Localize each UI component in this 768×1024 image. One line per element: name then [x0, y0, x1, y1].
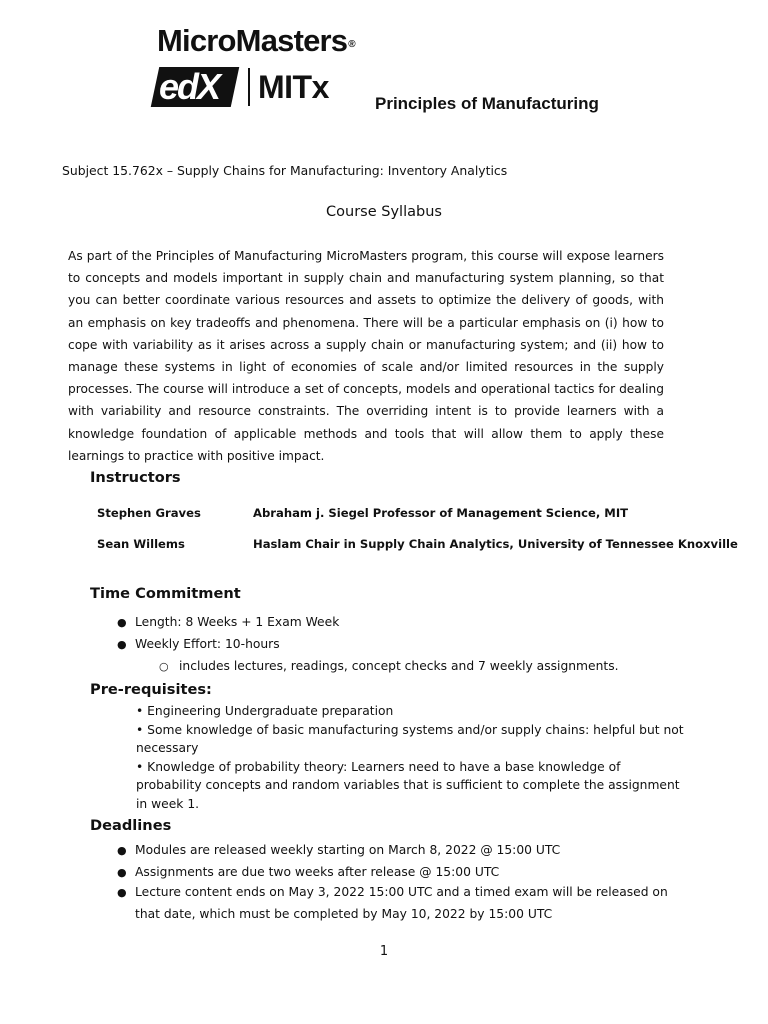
list-item [117, 885, 668, 899]
registered-mark: ® [348, 39, 355, 50]
subject-line: Subject 15.762x – Supply Chains for Manufacturing: Inventory Analytics [62, 163, 508, 178]
deadline-text: Lecture content ends on May 3, 2022 15:00 UTC and a timed exam will be released on [135, 885, 668, 899]
circle-bullet-icon: ○ [159, 660, 169, 673]
time-commitment-list [117, 615, 677, 675]
edx-logo: edX [159, 66, 220, 107]
time-commitment-heading: Time Commitment [90, 585, 241, 602]
instructors-heading: Instructors [90, 469, 181, 486]
list-item: • Knowledge of probability theory: Learners need to have a base knowledge of probability concepts and random variables that is sufficient to complete the assignment in week 1. [136, 759, 680, 811]
bullet-icon: ● [117, 616, 127, 629]
list-item: • Some knowledge of basic manufacturing systems and/or supply chains: helpful but not necessary [136, 722, 684, 755]
mitx-logo: MITx [258, 69, 329, 105]
deadline-text: Assignments are due two weeks after release @ 15:00 UTC [135, 865, 500, 879]
instructor-name: Stephen Graves [97, 506, 201, 520]
instructor-name: Sean Willems [97, 537, 185, 551]
bullet-icon: ● [117, 866, 127, 879]
deadline-text: Modules are released weekly starting on March 8, 2022 @ 15:00 UTC [135, 843, 561, 857]
list-item [117, 865, 499, 879]
prerequisites-list [136, 702, 684, 813]
logo-divider [248, 68, 250, 106]
micromasters-logo-text: MicroMasters [157, 23, 348, 58]
bullet-icon: ● [117, 844, 127, 857]
list-item-continued [135, 907, 552, 921]
list-item [117, 615, 339, 629]
deadlines-list [117, 843, 677, 923]
list-item [117, 637, 280, 651]
syllabus-title: Course Syllabus [326, 204, 442, 220]
deadlines-heading: Deadlines [90, 817, 172, 834]
list-item [159, 659, 619, 673]
effort-detail-text: includes lectures, readings, concept checks and 7 weekly assignments. [179, 659, 619, 673]
instructor-title: Abraham j. Siegel Professor of Management Science, MIT [253, 506, 629, 520]
micromasters-logo [157, 24, 355, 58]
page-number: 1 [379, 944, 389, 959]
list-item: • Engineering Undergraduate preparation [136, 704, 394, 718]
bullet-icon: ● [117, 638, 127, 651]
prerequisites-heading: Pre-requisites: [90, 681, 212, 698]
deadline-text: that date, which must be completed by May 10, 2022 by 15:00 UTC [135, 907, 553, 921]
instructor-title: Haslam Chair in Supply Chain Analytics, University of Tennessee Knoxville [253, 537, 738, 551]
intro-paragraph: As part of the Principles of Manufacturing MicroMasters program, this course will expose learners to concepts and models important in supply chain and manufacturing system planning, so that you can better coordinate various resources and assets to optimize the delivery of goods, with an emphasis on key tradeoffs and phenomena. There will be a particular emphasis on (i) how to cope with variability as it arises across a supply chain or manufacturing system; and (ii) how to manage these systems in light of economies of scale and/or limited resources in the supply processes. The course will introduce a set of concepts, models and operational tactics for dealing with variability and resource constraints. The overriding intent is to provide learners with a knowledge foundation of applicable methods and tools that will allow them to apply these learnings to practice with positive impact. [68, 249, 664, 463]
program-title: Principles of Manufacturing [375, 94, 599, 113]
list-item [117, 843, 560, 857]
effort-text: Weekly Effort: 10-hours [135, 637, 280, 651]
length-text: Length: 8 Weeks + 1 Exam Week [135, 615, 340, 629]
bullet-icon: ● [117, 886, 127, 899]
